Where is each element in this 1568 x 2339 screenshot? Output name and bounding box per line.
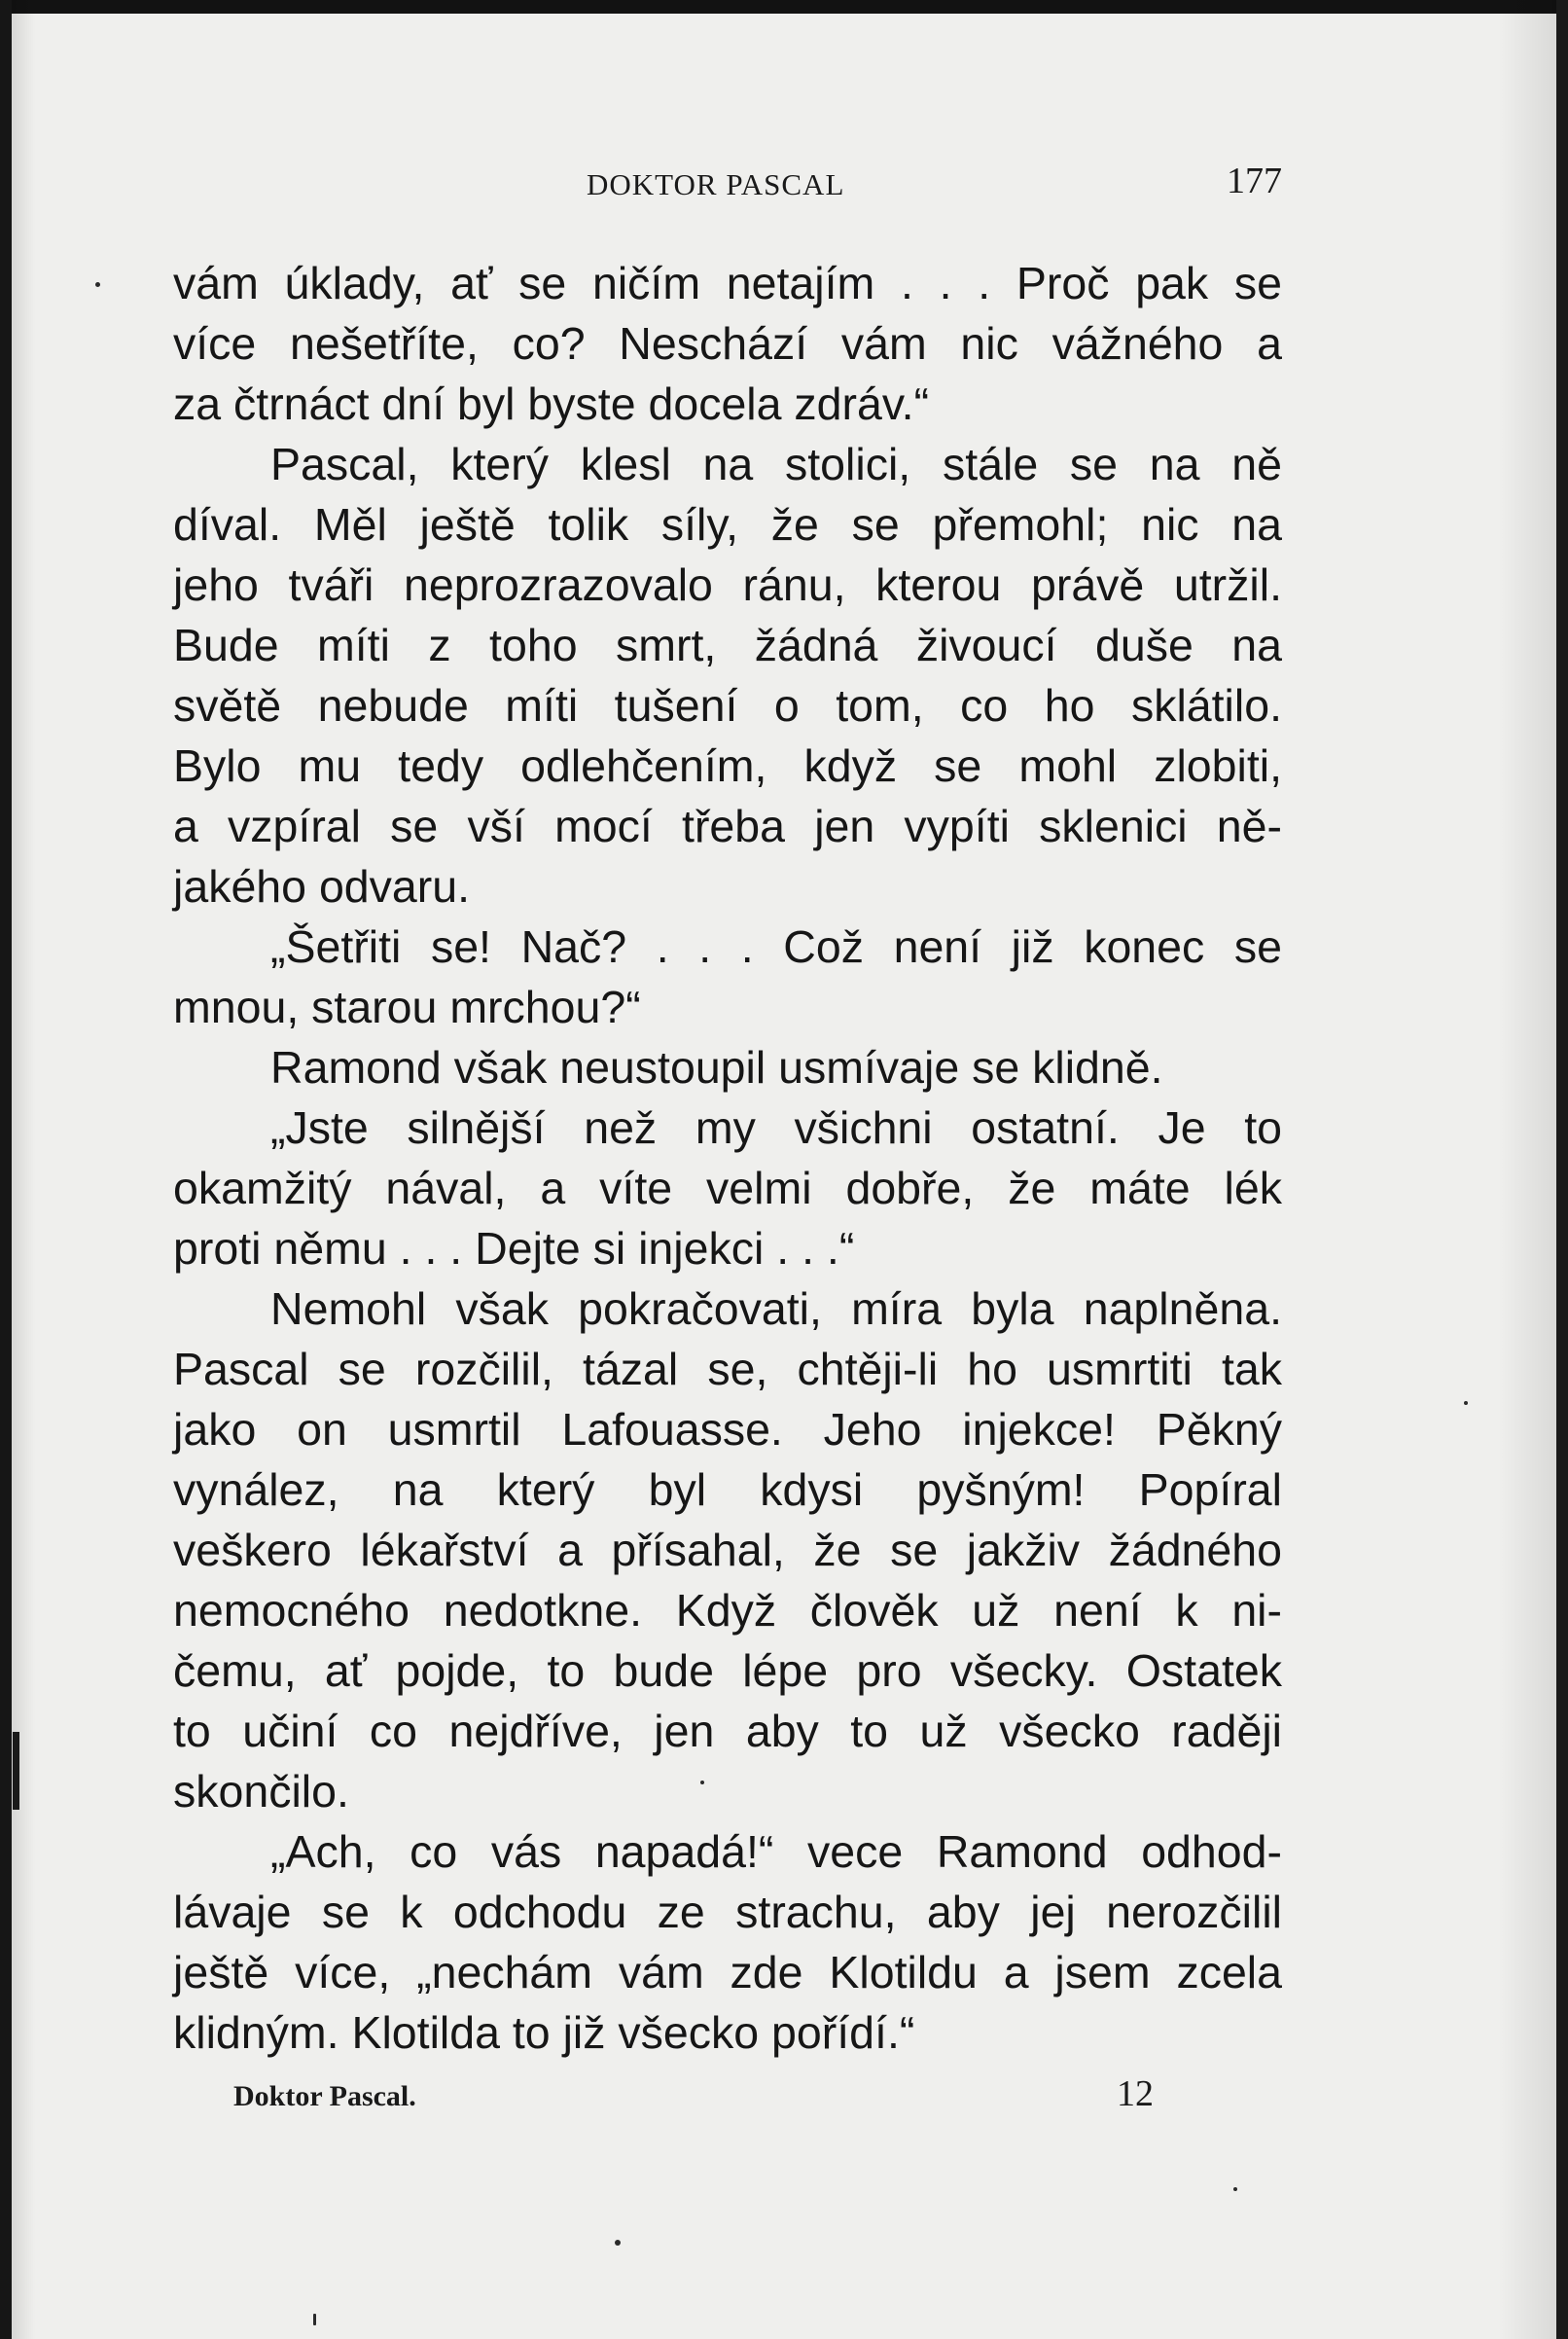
text-line: ještě více, „nechám vám zde Klotildu a jsem zcela: [173, 1947, 1282, 1997]
text-line: okamžitý nával, a víte velmi dobře, že máte lék: [173, 1163, 1282, 1213]
text-line: jako on usmrtil Lafouasse. Jeho injekce! Pěkný: [173, 1404, 1282, 1455]
text-line: Pascal, který klesl na stolici, stále se na ně: [270, 439, 1282, 489]
scan-speck: [313, 2314, 316, 2325]
body-text: [173, 253, 1282, 2063]
text-line: za čtrnáct dní byl byste docela zdráv.“: [173, 378, 930, 429]
text-line: Nemohl však pokračovati, míra byla naplněna.: [270, 1283, 1282, 1334]
text-line: veškero lékařství a přísahal, že se jakživ žádného: [173, 1525, 1282, 1575]
page-number: 177: [1227, 161, 1282, 201]
text-line: vám úklady, ať se ničím netajím . . . Proč pak se: [173, 258, 1282, 308]
text-line: „Šetřiti se! Nač? . . . Což není již konec se: [270, 921, 1282, 972]
scan-right-border: [1556, 0, 1568, 2339]
text-line: mnou, starou mrchou?“: [173, 982, 641, 1032]
text-line: Bude míti z toho smrt, žádná živoucí duše na: [173, 620, 1282, 670]
text-line: „Jste silnější než my všichni ostatní. Je to: [270, 1102, 1282, 1153]
text-line: jakého odvaru.: [173, 861, 471, 912]
signature-number: 12: [1117, 2073, 1154, 2114]
page-left-shadow: [12, 0, 35, 2339]
text-line: světě nebude míti tušení o tom, co ho sklátilo.: [173, 680, 1282, 731]
text-line: proti němu . . . Dejte si injekci . . .“: [173, 1223, 855, 1274]
text-line: jeho tváři neprozrazovalo ránu, kterou právě utržil.: [173, 559, 1282, 610]
page-footer: [233, 2072, 1167, 2121]
scan-speck: [95, 282, 100, 287]
text-line: Pascal se rozčilil, tázal se, chtěji-li ho usmrtiti tak: [173, 1344, 1282, 1394]
page-header: [173, 158, 1282, 206]
scan-speck: [615, 2240, 621, 2246]
text-line: lávaje se k odchodu ze strachu, aby jej nerozčilil: [173, 1887, 1282, 1937]
text-line: vynález, na který byl kdysi pyšným! Popíral: [173, 1464, 1282, 1515]
text-line: více nešetříte, co? Neschází vám nic vážného a: [173, 318, 1282, 369]
scan-left-border: [0, 0, 12, 2339]
signature-title: Doktor Pascal.: [233, 2080, 416, 2112]
scan-speck: [1233, 2187, 1237, 2191]
text-line: Bylo mu tedy odlehčením, když se mohl zlobiti,: [173, 740, 1282, 791]
text-line: Ramond však neustoupil usmívaje se klidně.: [270, 1042, 1163, 1093]
text-line: a vzpíral se vší mocí třeba jen vypíti sklenici ně-: [173, 801, 1282, 851]
binding-mark: [13, 1732, 19, 1810]
text-line: to učiní co nejdříve, jen aby to už všecko raději: [173, 1706, 1282, 1756]
text-line: klidným. Klotilda to již všecko pořídí.“: [173, 2007, 915, 2058]
page-right-shadow: [1498, 0, 1556, 2339]
text-line: „Ach, co vás napadá!“ vece Ramond odhod-: [270, 1826, 1282, 1877]
running-title: DOKTOR PASCAL: [587, 167, 845, 201]
text-line: díval. Měl ještě tolik síly, že se přemohl; nic na: [173, 499, 1282, 550]
text-line: skončilo.: [173, 1766, 349, 1817]
scan-speck: [700, 1781, 704, 1784]
text-line: nemocného nedotkne. Když člověk už není k ni-: [173, 1585, 1282, 1636]
text-line: čemu, ať pojde, to bude lépe pro všecky. Ostatek: [173, 1645, 1282, 1696]
scan-speck: [1464, 1401, 1468, 1405]
scan-top-border: [0, 0, 1568, 14]
